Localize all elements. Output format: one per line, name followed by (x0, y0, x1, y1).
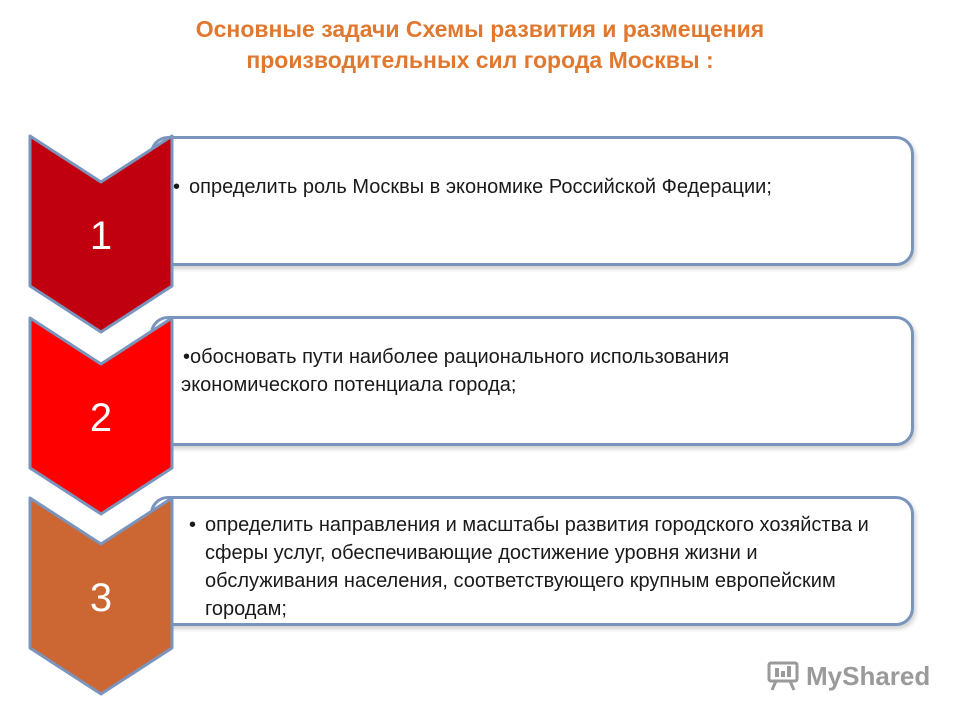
watermark-text: MyShared (806, 660, 931, 691)
step-1-text: определить роль Москвы в экономике Российской Федерации; (189, 176, 772, 198)
step-2-number: 2 (89, 396, 113, 440)
page-title (0, 14, 960, 76)
step-2-box (150, 316, 914, 446)
bullet-icon: • (173, 176, 181, 198)
step-1-number: 1 (89, 214, 113, 258)
step-2-text-block (183, 343, 885, 399)
watermark (766, 656, 930, 696)
title-line-2: производительных сил города Москвы : (246, 47, 714, 73)
step-2-text-line-2: экономического потенциала города; (181, 374, 517, 396)
step-3-chevron (28, 496, 174, 696)
step-3-number: 3 (89, 576, 113, 620)
step-2-line-2 (181, 371, 885, 399)
step-1-text-block (173, 173, 885, 201)
step-3-box (150, 496, 914, 626)
step-2-line-1 (183, 343, 885, 371)
bullet-icon: • (183, 346, 191, 368)
step-2-chevron (28, 316, 174, 516)
step-3-text-block (189, 511, 885, 623)
step-2-text-line-1: обосновать пути наиболее рационального использования (190, 346, 730, 368)
title-line-1: Основные задачи Схемы развития и размещения (195, 16, 765, 42)
step-1-chevron (28, 134, 174, 334)
step-3-text: определить направления и масштабы развития городского хозяйства и сферы услуг, обеспечивающие достижение уровня жизни и обслуживания населения, соответствующего крупным европейским городам; (205, 514, 869, 620)
presentation-board-icon (766, 660, 800, 692)
step-1-box (150, 136, 914, 266)
bullet-icon: • (189, 514, 197, 536)
